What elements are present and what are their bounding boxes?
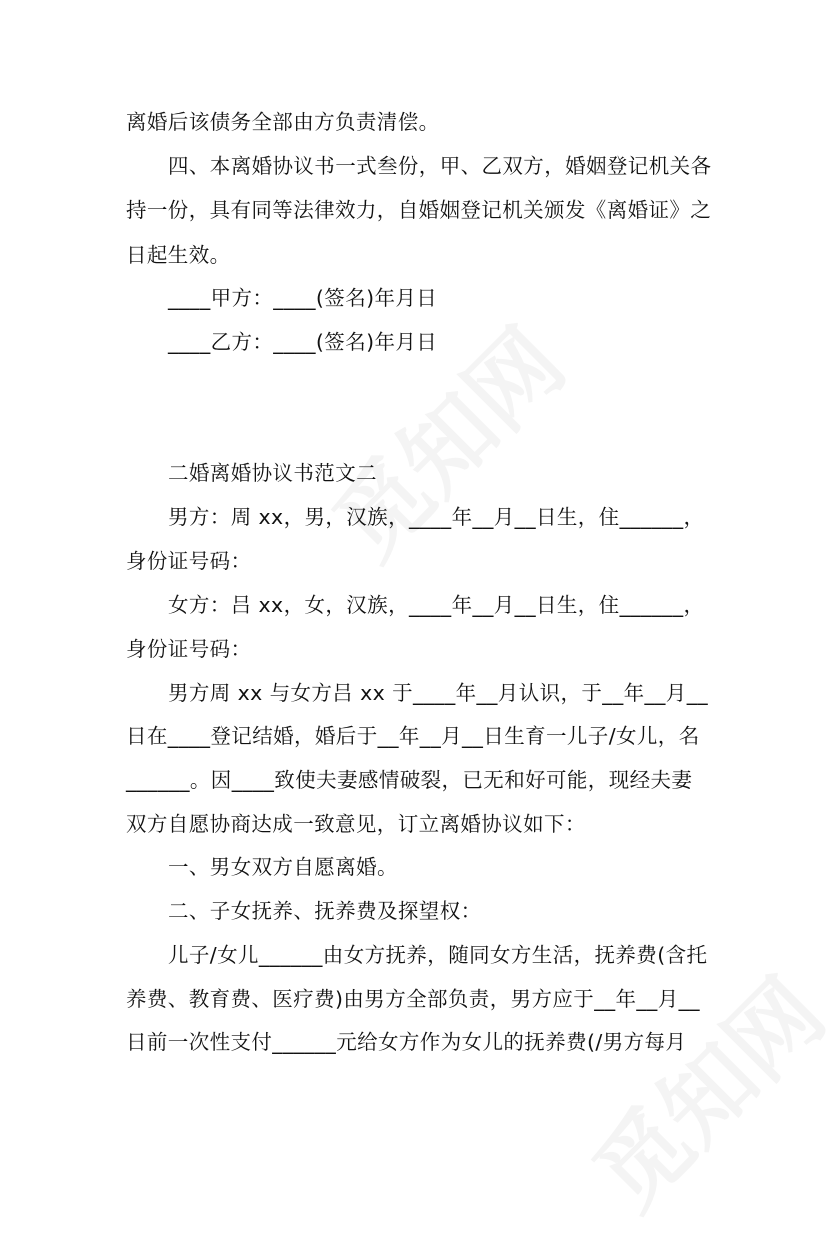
paragraph-line: 身份证号码：	[126, 637, 252, 661]
paragraph-line: 一、男女双方自愿离婚。	[168, 855, 398, 879]
paragraph-line: 身份证号码：	[126, 549, 252, 573]
signature-line-party-b: ____乙方：____(签名)年月日	[168, 330, 438, 354]
signature-line-party-a: ____甲方：____(签名)年月日	[168, 286, 438, 310]
paragraph-line: 日在____登记结婚，婚后于__年__月__日生育一儿子/女儿，名	[126, 724, 700, 748]
paragraph-line: 日前一次性支付______元给女方作为女儿的抚养费(/男方每月	[126, 1030, 687, 1054]
section-title: 二婚离婚协议书范文二	[168, 461, 377, 485]
paragraph-line: 女方：吕 xx，女，汉族，____年__月__日生，住______，	[168, 593, 705, 617]
paragraph-line: 日起生效。	[126, 243, 231, 267]
paragraph-line: ______。因____致使夫妻感情破裂，已无和好可能，现经夫妻	[126, 768, 693, 792]
paragraph-line: 四、本离婚协议书一式叁份，甲、乙双方，婚姻登记机关各	[168, 154, 712, 178]
paragraph-line: 持一份，具有同等法律效力，自婚姻登记机关颁发《离婚证》之	[126, 198, 712, 222]
paragraph-line: 男方：周 xx，男，汉族，____年__月__日生，住______，	[168, 505, 705, 529]
paragraph-line: 儿子/女儿______由女方抚养，随同女方生活，抚养费(含托	[168, 943, 708, 967]
paragraph-line: 双方自愿协商达成一致意见，订立离婚协议如下：	[126, 812, 586, 836]
paragraph-line: 男方周 xx 与女方吕 xx 于____年__月认识，于__年__月__	[168, 681, 708, 705]
paragraph-line: 离婚后该债务全部由方负责清偿。	[126, 110, 440, 134]
paragraph-line: 二、子女抚养、抚养费及探望权：	[168, 899, 482, 923]
paragraph-line: 养费、教育费、医疗费)由男方全部负责，男方应于__年__月__	[126, 987, 700, 1011]
